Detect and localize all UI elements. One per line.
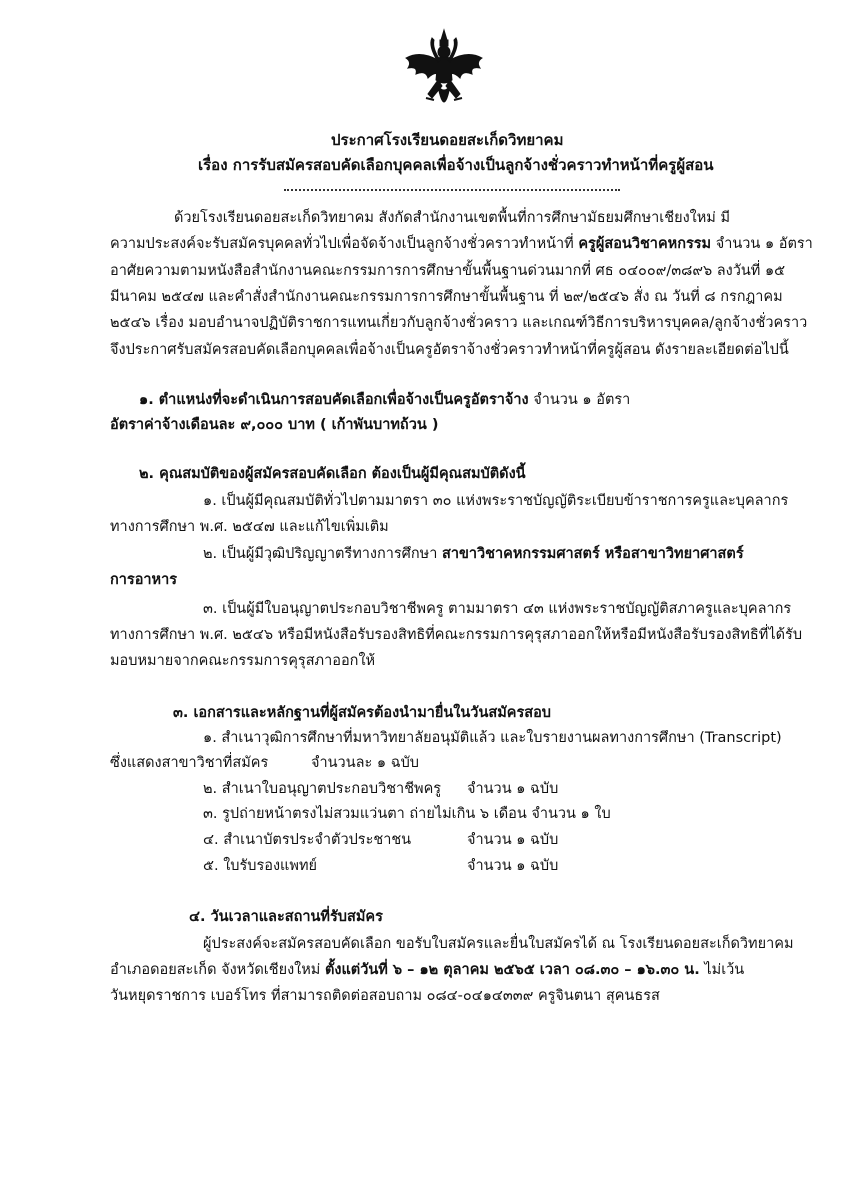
- section-1-heading: [139, 389, 630, 411]
- wage-line: อัตราค่าจ้างเดือนละ ๙,๐๐๐ บาท ( เก้าพันบาทถ้วน ): [110, 417, 439, 433]
- document-2-count: จำนวน ๑ ฉบับ: [467, 781, 559, 797]
- dotted-divider: [284, 189, 620, 191]
- section-3-heading: ๓. เอกสารและหลักฐานที่ผู้สมัครต้องนำมายื่นในวันสมัครสอบ: [173, 705, 552, 721]
- document-1-line-2: ซึ่งแสดงสาขาวิชาที่สมัคร: [110, 755, 269, 771]
- garuda-emblem-icon: [398, 28, 490, 120]
- document-4: ๔. สำเนาบัตรประจำตัวประชาชน: [203, 832, 412, 848]
- document-1-line-1: ๑. สำเนาวุฒิการศึกษาที่มหาวิทยาลัยอนุมัติแล้ว และใบรายงานผลทางการศึกษา (Transcript): [203, 730, 782, 746]
- qualification-3-line-2: ทางการศึกษา พ.ศ. ๒๕๔๖ หรือมีหนังสือรับรองสิทธิที่คณะกรรมการคุรุสภาออกให้หรือมีหนังสือรับรองสิทธิที่ได้รับ: [110, 627, 803, 643]
- section-2-heading: ๒. คุณสมบัติของผู้สมัครสอบคัดเลือก ต้องเป็นผู้มีคุณสมบัติดังนี้: [139, 466, 526, 482]
- intro-line-4: มีนาคม ๒๕๔๗ และคำสั่งสำนักงานคณะกรรมการการศึกษาขั้นพื้นฐาน ที่ ๒๙/๒๕๔๖ สั่ง ณ วันที่ ๘ กรกฎาคม: [110, 289, 783, 305]
- intro-line-3: อาศัยความตามหนังสือสำนักงานคณะกรรมการการศึกษาขั้นพื้นฐานด่วนมากที่ ศธ ๐๔๐๐๙/๓๘๙๖ ลงวันที่ ๑๕: [110, 263, 786, 279]
- document-5-count: จำนวน ๑ ฉบับ: [467, 858, 559, 874]
- qualification-2-major: สาขาวิชาคหกรรมศาสตร์ หรือสาขาวิทยาศาสตร์: [441, 546, 744, 562]
- application-line-3: วันหยุดราชการ เบอร์โทร ที่สามารถติดต่อสอบถาม ๐๘๔-๐๔๑๔๓๓๙ ครูจินตนา สุคนธรส: [110, 988, 660, 1004]
- section-4-heading: ๔. วันเวลาและสถานที่รับสมัคร: [189, 909, 383, 925]
- qualification-1-line-1: ๑. เป็นผู้มีคุณสมบัติทั่วไปตามมาตรา ๓๐ แห่งพระราชบัญญัติระเบียบข้าราชการครูและบุคลากร: [203, 493, 789, 509]
- document-3: ๓. รูปถ่ายหน้าตรงไม่สวมแว่นตา ถ่ายไม่เกิน ๖ เดือน จำนวน ๑ ใบ: [203, 806, 611, 822]
- qualification-1-line-2: ทางการศึกษา พ.ศ. ๒๕๔๗ และแก้ไขเพิ่มเติม: [110, 519, 389, 535]
- intro-line-1: ด้วยโรงเรียนดอยสะเก็ดวิทยาคม สังกัดสำนักงานเขตพื้นที่การศึกษามัธยมศึกษาเชียงใหม่ มี: [174, 210, 731, 226]
- document-5: ๕. ใบรับรองแพทย์: [203, 858, 318, 874]
- section-1-count: จำนวน ๑ อัตรา: [528, 392, 631, 408]
- document-2: ๒. สำเนาใบอนุญาตประกอบวิชาชีพครู: [203, 781, 442, 797]
- intro-line-2-text: ความประสงค์จะรับสมัครบุคคลทั่วไปเพื่อจัดจ้างเป็นลูกจ้างชั่วคราวทำหน้าที่: [110, 236, 579, 252]
- document-4-count: จำนวน ๑ ฉบับ: [467, 832, 559, 848]
- section-1-title: ๑. ตำแหน่งที่จะดำเนินการสอบคัดเลือกเพื่อจ้างเป็นครูอัตราจ้าง: [139, 392, 529, 408]
- intro-line-6: จึงประกาศรับสมัครสอบคัดเลือกบุคคลเพื่อจ้างเป็นครูอัตราจ้างชั่วคราวทำหน้าที่ครูผู้สอน ดังรายละเอียดต่อไปนี้: [110, 342, 789, 358]
- application-note: ไม่เว้น: [699, 962, 745, 978]
- subject-line: เรื่อง การรับสมัครสอบคัดเลือกบุคคลเพื่อจ้างเป็นลูกจ้างชั่วคราวทำหน้าที่ครูผู้สอน: [198, 156, 714, 174]
- intro-line-2: [110, 233, 813, 255]
- position-name: ครูผู้สอนวิชาคหกรรม: [578, 236, 712, 252]
- application-line-2: [110, 959, 744, 981]
- qualification-2-line-1: [203, 543, 744, 565]
- qualification-2-text: ๒. เป็นผู้มีวุฒิปริญญาตรีทางการศึกษา: [203, 546, 442, 562]
- qualification-3-line-1: ๓. เป็นผู้มีใบอนุญาตประกอบวิชาชีพครู ตามมาตรา ๔๓ แห่งพระราชบัญญัติสภาครูและบุคลากร: [203, 601, 792, 617]
- application-location: อำเภอดอยสะเก็ด จังหวัดเชียงใหม่: [110, 962, 325, 978]
- application-line-1: ผู้ประสงค์จะสมัครสอบคัดเลือก ขอรับใบสมัครและยื่นใบสมัครได้ ณ โรงเรียนดอยสะเก็ดวิทยาคม: [203, 936, 794, 952]
- qualification-2-line-2: การอาหาร: [110, 572, 178, 588]
- intro-line-2-count: จำนวน ๑ อัตรา: [711, 236, 813, 252]
- qualification-3-line-3: มอบหมายจากคณะกรรมการคุรุสภาออกให้: [110, 653, 376, 669]
- page-title: ประกาศโรงเรียนดอยสะเก็ดวิทยาคม: [331, 131, 564, 149]
- application-dates: ตั้งแต่วันที่ ๖ – ๑๒ ตุลาคม ๒๕๖๕ เวลา ๐๘.๓๐ – ๑๖.๓๐ น.: [324, 962, 700, 978]
- intro-line-5: ๒๕๔๖ เรื่อง มอบอำนาจปฏิบัติราชการแทนเกี่ยวกับลูกจ้างชั่วคราว และเกณฑ์วิธีการบริหารบุคคล/ลูกจ้างชั่วคราว: [110, 315, 808, 331]
- document-1-count: จำนวนละ ๑ ฉบับ: [311, 755, 419, 771]
